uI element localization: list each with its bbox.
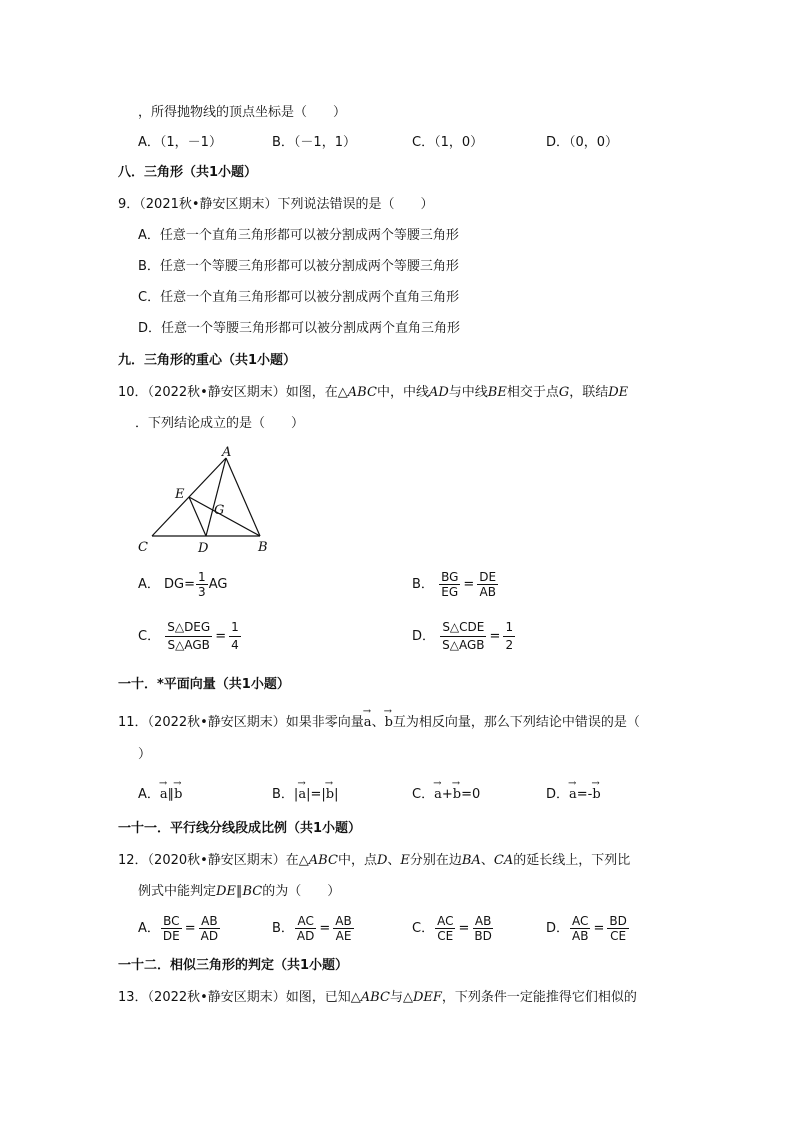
question-12-option-a: A． $\frac{BC}{DE}$ = $\frac{AB}{AD}$	[138, 914, 219, 943]
question-8-option-d: D．（0，0）	[546, 135, 619, 150]
median-be	[189, 497, 260, 536]
section-heading-similar-triangles: 一十二．相似三角形的判定（共1小题）	[118, 958, 349, 973]
question-11-stem: 11．（2022秋•静安区期末）如果非零向量→ a、→ b互为相反向量，那么下列结论中错误的是（	[118, 714, 640, 732]
question-12-option-d: D． $\frac{AC}{AB}$ = $\frac{BD}{CE}$	[546, 914, 627, 943]
question-10-option-d: D． $\frac{\text{S△CDE}}{\text{S△AGB}}$ = $\frac{1}{2}$	[412, 620, 514, 652]
segment-de	[189, 497, 206, 536]
vertex-label-b: B	[258, 540, 268, 555]
point-label-e: E	[175, 487, 185, 502]
question-10-option-c: C． $\frac{\text{S△DEG}}{\text{S△AGB}}$ = $\frac{1}{4}$	[138, 620, 239, 652]
question-11-stem-line2: ）	[138, 747, 152, 762]
question-12-stem-line2: 例式中能判定DE∥BC的为（ ）	[138, 884, 341, 899]
section-heading-parallel-lines: 一十一．平行线分线段成比例（共1小题）	[118, 821, 362, 836]
question-10-stem-line2: ．下列结论成立的是（ ）	[135, 416, 305, 431]
triangle-diagram	[130, 444, 280, 562]
vertex-label-c: C	[138, 540, 148, 555]
question-9-option-a: A．任意一个直角三角形都可以被分割成两个等腰三角形	[138, 228, 459, 243]
point-label-d: D	[198, 541, 209, 556]
section-heading-centroid: 九．三角形的重心（共1小题）	[118, 353, 297, 368]
question-10-option-b: B． $\frac{BG}{EG}$ = $\frac{DE}{AB}$	[412, 570, 497, 599]
question-11-option-b: B．|→ a|=|→ b|	[272, 786, 338, 804]
question-10-stem: 10．（2022秋•静安区期末）如图，在△ABC中，中线AD与中线BE相交于点G，联结DE	[118, 385, 629, 400]
point-label-g: G	[214, 503, 225, 518]
question-8-option-b: B．（－1，1）	[272, 135, 356, 150]
question-11-option-d: D．→ a=-→ b	[546, 786, 601, 804]
question-11-option-a: A．→ a∥→ b	[138, 786, 183, 804]
question-12-option-b: B． $\frac{AC}{AD}$ = $\frac{AB}{AE}$	[272, 914, 352, 943]
question-9-option-b: B．任意一个等腰三角形都可以被分割成两个等腰三角形	[138, 259, 459, 274]
median-ad	[206, 458, 226, 536]
side-ab	[226, 458, 260, 536]
question-12-option-c: C． $\frac{AC}{CE}$ = $\frac{AB}{BD}$	[412, 914, 492, 943]
question-12-stem: 12．（2020秋•静安区期末）在△ABC中，点D、E分别在边BA、CA的延长线上，下列比	[118, 853, 631, 868]
question-8-option-a: A．（1，－1）	[138, 135, 222, 150]
question-9-stem: 9．（2021秋•静安区期末）下列说法错误的是（ ）	[118, 197, 434, 212]
section-heading-triangle: 八．三角形（共1小题）	[118, 165, 258, 180]
vertex-label-a: A	[222, 445, 232, 460]
question-11-option-c: C．→ a+→ b=0	[412, 786, 480, 804]
question-13-stem: 13．（2022秋•静安区期末）如图，已知△ABC与△DEF，下列条件一定能推得它们相似的	[118, 990, 637, 1005]
section-heading-vectors: 一十．*平面向量（共1小题）	[118, 677, 290, 692]
question-9-option-c: C．任意一个直角三角形都可以被分割成两个直角三角形	[138, 290, 460, 305]
question-8-stem-tail: ，所得抛物线的顶点坐标是（ ）	[138, 105, 347, 120]
question-9-option-d: D．任意一个等腰三角形都可以被分割成两个直角三角形	[138, 321, 461, 336]
question-10-option-a: A． DG= $\frac{1}{3}$ AG	[138, 570, 228, 599]
question-8-option-c: C．（1，0）	[412, 135, 484, 150]
